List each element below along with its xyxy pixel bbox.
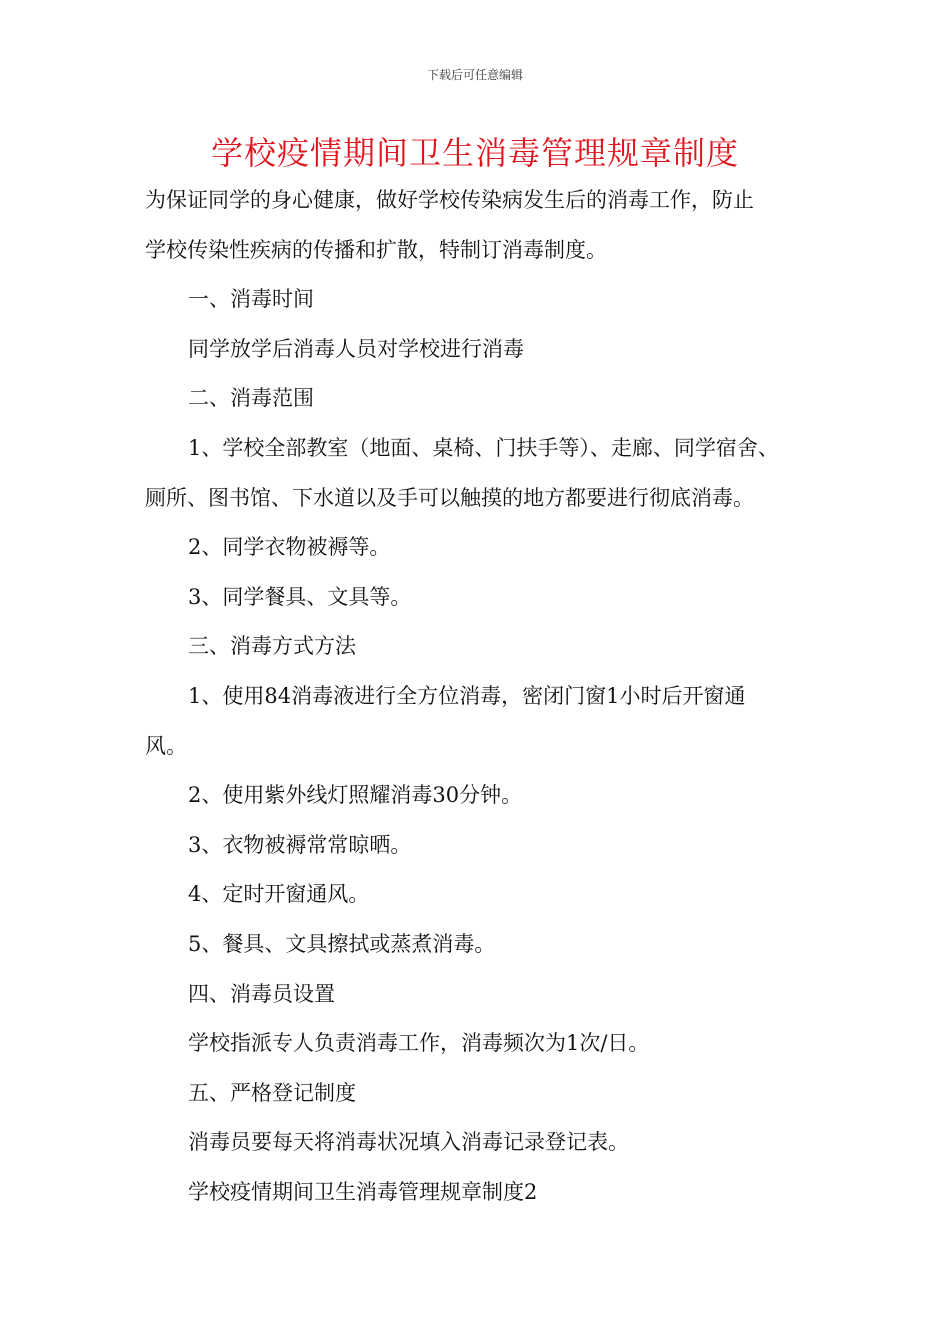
list-item: 5、餐具、文具擦拭或蒸煮消毒。	[188, 932, 496, 956]
section-heading-method: 三、消毒方式方法	[188, 634, 356, 658]
list-item: 1、学校全部教室（地面、桌椅、门扶手等）、走廊、同学宿舍、	[188, 436, 779, 460]
section-heading-time: 一、消毒时间	[188, 287, 314, 311]
list-item: 2、使用紫外线灯照耀消毒30分钟。	[188, 783, 523, 807]
section-heading-scope: 二、消毒范围	[188, 386, 314, 410]
list-item: 1、使用84消毒液进行全方位消毒，密闭门窗1小时后开窗通	[188, 684, 746, 708]
paragraph-line: 厕所、图书馆、下水道以及手可以触摸的地方都要进行彻底消毒。	[145, 486, 754, 510]
paragraph-line: 同学放学后消毒人员对学校进行消毒	[188, 337, 524, 361]
paragraph-line: 风。	[145, 734, 187, 758]
paragraph-line: 为保证同学的身心健康，做好学校传染病发生后的消毒工作，防止	[145, 188, 754, 212]
paragraph-line: 消毒员要每天将消毒状况填入消毒记录登记表。	[188, 1130, 629, 1154]
section-heading-registration: 五、严格登记制度	[188, 1081, 356, 1105]
paragraph-line: 学校指派专人负责消毒工作，消毒频次为1次/日。	[188, 1031, 650, 1055]
list-item: 2、同学衣物被褥等。	[188, 535, 391, 559]
paragraph-line: 学校传染性疾病的传播和扩散，特制订消毒制度。	[145, 238, 607, 262]
list-item: 3、衣物被褥常常晾晒。	[188, 833, 412, 857]
list-item: 3、同学餐具、文具等。	[188, 585, 412, 609]
document-title: 学校疫情期间卫生消毒管理规章制度	[210, 134, 739, 172]
section-heading-staff: 四、消毒员设置	[188, 982, 335, 1006]
paragraph-line: 学校疫情期间卫生消毒管理规章制度2	[188, 1180, 538, 1204]
header-note: 下载后可任意编辑	[426, 68, 523, 82]
list-item: 4、定时开窗通风。	[188, 882, 370, 906]
